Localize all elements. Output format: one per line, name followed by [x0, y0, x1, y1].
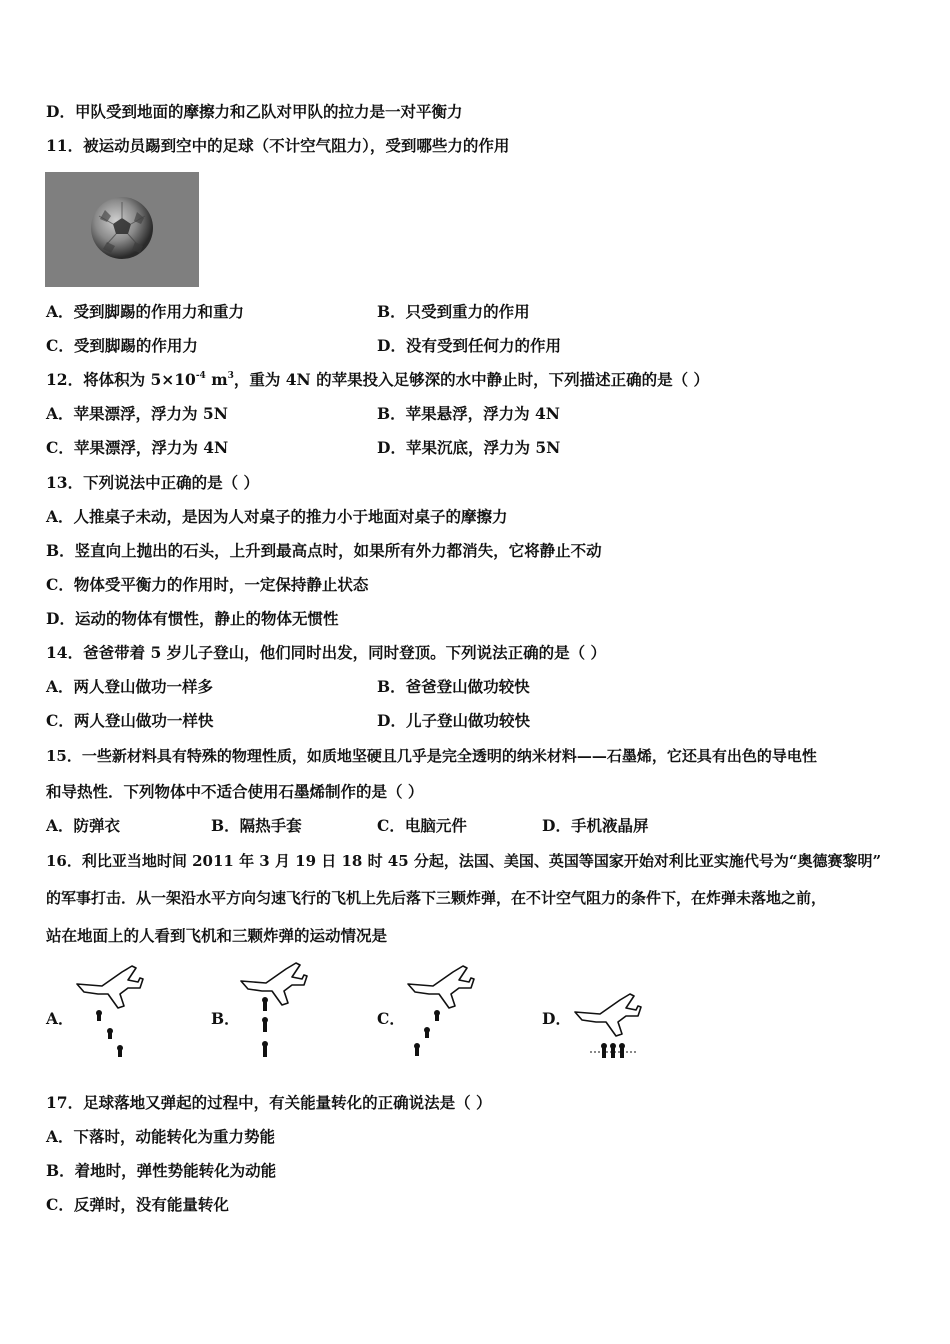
q12-option-b — [377, 404, 560, 424]
q16-figure-label-a: A． — [46, 1009, 74, 1028]
q16-stem-line1: 16．利比亚当地时间 2011 年 3 月 19 日 18 时 45 分起，法国、美国、英国等国家开始对利比亚实施代号为“奥德赛黎明” — [46, 852, 882, 870]
option-letter: A． — [46, 302, 74, 321]
q15-option-b — [211, 816, 302, 836]
q16-figure-label-c: C． — [377, 1009, 405, 1028]
q14-stem: 14．爸爸带着 5 岁儿子登山，他们同时出发，同时登顶。下列说法正确的是（ ） — [46, 643, 607, 662]
option-letter: D． — [46, 609, 75, 628]
option-letter: C． — [46, 336, 74, 355]
option-text: 儿子登山做功较快 — [405, 711, 530, 730]
q16-stem-line2: 的军事打击．从一架沿水平方向匀速飞行的飞机上先后落下三颗炸弹，在不计空气阻力的条件下，在炸弹未落地之前， — [46, 889, 827, 907]
option-letter: D． — [377, 336, 406, 355]
q15-stem-line2: 和导热性．下列物体中不适合使用石墨烯制作的是（ ） — [46, 782, 424, 801]
option-text: 人推桌子未动，是因为人对桌子的推力小于地面对桌子的摩擦力 — [73, 507, 508, 526]
option-letter: A． — [46, 677, 74, 696]
option-text: 受到脚踢的作用力和重力 — [73, 302, 245, 321]
q15-option-c — [377, 816, 467, 836]
option-letter: D． — [46, 102, 75, 121]
option-text: 物体受平衡力的作用时，一定保持静止状态 — [73, 575, 369, 594]
option-text: 苹果漂浮，浮力为 5N — [73, 404, 228, 423]
option-text: 苹果沉底，浮力为 5N — [405, 438, 561, 457]
q11-option-d — [377, 336, 561, 356]
option-letter: C． — [46, 575, 74, 594]
option-letter: B． — [377, 677, 406, 696]
soccer-ball-image — [45, 172, 199, 287]
bombs-icon — [96, 1010, 123, 1057]
stem-exponent: 3 — [227, 370, 234, 381]
stem-part: 12．将体积为 5×10 — [46, 370, 196, 389]
q14-option-d — [377, 711, 530, 731]
option-letter: C． — [46, 711, 74, 730]
option-letter: D． — [542, 816, 571, 835]
bombs-icon — [601, 1043, 625, 1058]
q16-figure-d — [570, 990, 650, 1064]
option-letter: D． — [377, 711, 406, 730]
airplane-icon — [408, 966, 474, 1008]
airplane-icon — [77, 966, 143, 1008]
q13-stem: 13．下列说法中正确的是（ ） — [46, 473, 259, 492]
option-letter: C． — [46, 438, 74, 457]
option-text: 隔热手套 — [239, 816, 302, 835]
q13-option-b — [46, 541, 602, 561]
q16-figure-c — [403, 962, 483, 1066]
option-text: 电脑元件 — [404, 816, 467, 835]
option-text: 两人登山做功一样快 — [73, 711, 214, 730]
q16-stem-line3: 站在地面上的人看到飞机和三颗炸弹的运动情况是 — [46, 926, 388, 945]
q15-option-d — [542, 816, 648, 836]
q11-option-b — [377, 302, 530, 322]
q17-option-b — [46, 1161, 276, 1181]
option-text: 防弹衣 — [73, 816, 121, 835]
q16-figure-label-d: D． — [542, 1009, 571, 1028]
q15-stem-line1: 15．一些新材料具有特殊的物理性质，如质地坚硬且几乎是完全透明的纳米材料——石墨烯，它还具有出色的导电性 — [46, 747, 817, 765]
airplane-icon — [241, 963, 307, 1005]
q14-option-c — [46, 711, 213, 731]
option-letter: C． — [377, 816, 405, 835]
stem-part: m — [205, 370, 228, 389]
q14-option-a — [46, 677, 213, 697]
option-letter: C． — [46, 1195, 74, 1214]
q17-option-a — [46, 1127, 275, 1147]
option-text: 没有受到任何力的作用 — [405, 336, 561, 355]
option-text: 竖直向上抛出的石头，上升到最高点时，如果所有外力都消失，它将静止不动 — [74, 541, 602, 560]
option-letter: A． — [46, 404, 74, 423]
q17-option-c — [46, 1195, 229, 1215]
q12-option-d — [377, 438, 560, 458]
q13-option-c — [46, 575, 368, 595]
q11-option-c — [46, 336, 198, 356]
q17-stem: 17．足球落地又弹起的过程中，有关能量转化的正确说法是（ ） — [46, 1093, 492, 1112]
q13-option-a — [46, 507, 508, 527]
q12-stem — [46, 370, 709, 390]
q12-option-a — [46, 404, 228, 424]
option-letter: B． — [377, 302, 406, 321]
q16-figure-b — [238, 955, 318, 1065]
stem-part: ，重为 4N 的苹果投入足够深的水中静止时，下列描述正确的是（ ） — [233, 370, 710, 389]
option-text: 苹果悬浮，浮力为 4N — [405, 404, 560, 423]
option-text: 着地时，弹性势能转化为动能 — [74, 1161, 277, 1180]
q11-stem: 11．被运动员踢到空中的足球（不计空气阻力），受到哪些力的作用 — [46, 136, 510, 155]
option-text: 爸爸登山做功较快 — [405, 677, 530, 696]
option-text: 甲队受到地面的摩擦力和乙队对甲队的拉力是一对平衡力 — [74, 102, 463, 121]
option-letter: A． — [46, 507, 74, 526]
soccer-ball-icon — [45, 172, 199, 287]
q13-option-d — [46, 609, 338, 629]
option-letter: D． — [377, 438, 406, 457]
option-text: 反弹时，没有能量转化 — [73, 1195, 229, 1214]
q16-figure-a — [72, 962, 152, 1066]
q16-figure-label-b: B． — [211, 1009, 240, 1028]
option-text: 苹果漂浮，浮力为 4N — [73, 438, 229, 457]
stem-exponent: -4 — [195, 370, 206, 381]
option-text: 只受到重力的作用 — [405, 302, 530, 321]
option-letter: B． — [46, 1161, 75, 1180]
option-text: 下落时，动能转化为重力势能 — [73, 1127, 276, 1146]
option-letter: B． — [211, 816, 240, 835]
bombs-icon — [262, 997, 268, 1057]
option-text: 受到脚踢的作用力 — [73, 336, 198, 355]
option-text: 两人登山做功一样多 — [73, 677, 214, 696]
option-letter: B． — [46, 541, 75, 560]
q11-option-a — [46, 302, 244, 322]
airplane-icon — [575, 994, 641, 1036]
option-letter: A． — [46, 1127, 74, 1146]
option-text: 手机液晶屏 — [570, 816, 649, 835]
q15-option-a — [46, 816, 120, 836]
option-letter: B． — [377, 404, 406, 423]
q10-option-d — [46, 102, 462, 122]
q14-option-b — [377, 677, 530, 697]
bombs-icon — [414, 1010, 440, 1056]
option-letter: A． — [46, 816, 74, 835]
q12-option-c — [46, 438, 228, 458]
option-text: 运动的物体有惯性，静止的物体无惯性 — [74, 609, 339, 628]
